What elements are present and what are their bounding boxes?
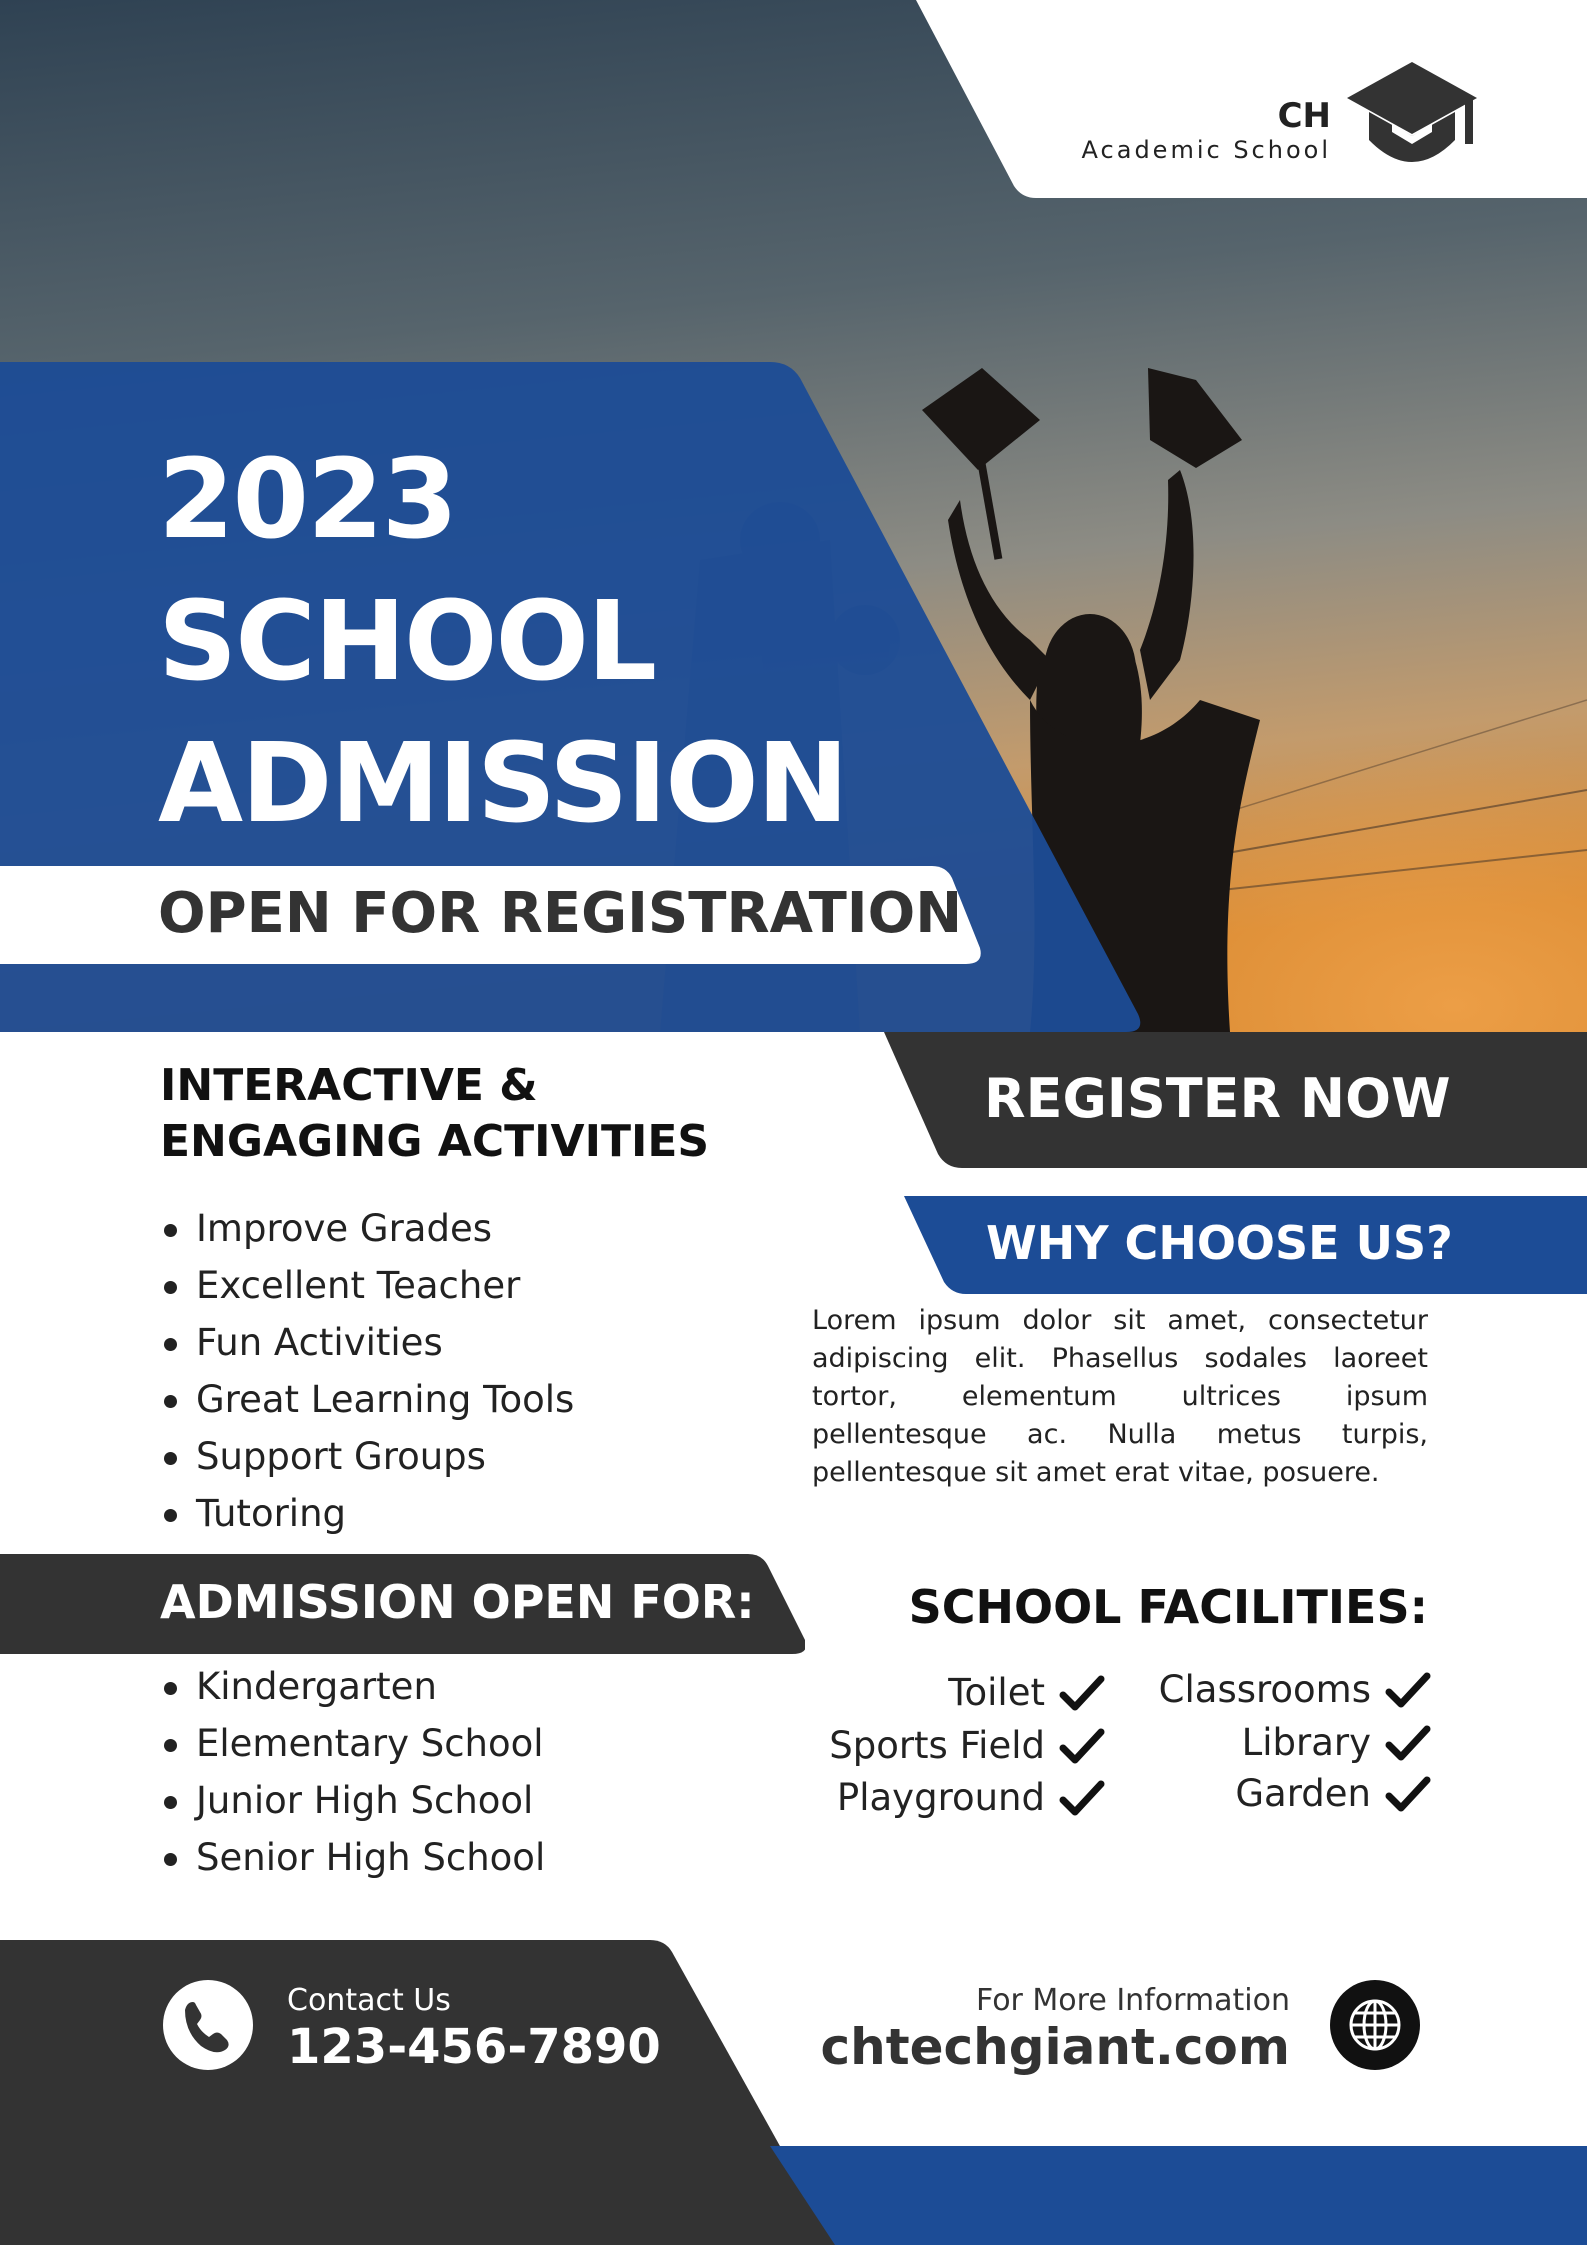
graduation-cap-icon — [1347, 62, 1477, 172]
hero-title — [158, 428, 847, 854]
facility-item — [829, 1721, 1105, 1771]
checkmark-icon — [1385, 1774, 1431, 1814]
facility-item — [1159, 1665, 1431, 1715]
facility-label: Toilet — [948, 1671, 1045, 1714]
activities-list — [160, 1200, 574, 1542]
list-item: Junior High School — [160, 1772, 545, 1829]
facility-label: Library — [1241, 1721, 1371, 1764]
register-now-label[interactable]: REGISTER NOW — [984, 1067, 1451, 1130]
brand-name: Academic School — [1081, 136, 1331, 164]
info-label: For More Information — [976, 1983, 1290, 2018]
facility-label: Playground — [836, 1776, 1045, 1819]
checkmark-icon — [1059, 1778, 1105, 1818]
facility-item — [1242, 1718, 1431, 1768]
facility-label: Classrooms — [1158, 1668, 1371, 1711]
activities-title-line-2: ENGAGING ACTIVITIES — [160, 1116, 710, 1167]
list-item: Excellent Teacher — [160, 1257, 574, 1314]
list-item: Kindergarten — [160, 1658, 545, 1715]
list-item: Elementary School — [160, 1715, 545, 1772]
list-item: Support Groups — [160, 1428, 574, 1485]
contact-label: Contact Us — [287, 1983, 451, 2018]
hero-section — [0, 0, 1587, 1032]
brand-logo-text — [1082, 96, 1331, 164]
checkmark-icon — [1059, 1673, 1105, 1713]
phone-icon[interactable] — [163, 1980, 253, 2070]
list-item: Fun Activities — [160, 1314, 574, 1371]
list-item: Tutoring — [160, 1485, 574, 1542]
contact-phone[interactable]: 123-456-7890 — [287, 2019, 661, 2075]
checkmark-icon — [1385, 1670, 1431, 1710]
activities-title — [160, 1058, 709, 1170]
activities-title-line-1: INTERACTIVE & — [160, 1060, 538, 1111]
admission-title: ADMISSION OPEN FOR: — [160, 1575, 755, 1629]
why-choose-us-title: WHY CHOOSE US? — [986, 1216, 1453, 1270]
hero-title-line-1: 2023 — [158, 435, 457, 563]
facility-item — [1235, 1769, 1431, 1819]
checkmark-icon — [1385, 1723, 1431, 1763]
list-item: Improve Grades — [160, 1200, 574, 1257]
facility-label: Garden — [1235, 1772, 1371, 1815]
globe-icon[interactable] — [1330, 1980, 1420, 2070]
hero-title-line-2: SCHOOL — [158, 577, 656, 705]
list-item: Senior High School — [160, 1829, 545, 1886]
why-choose-us-text: Lorem ipsum dolor sit amet, consectetur adipiscing elit. Phasellus sodales laoreet tortor, elementum ultrices ipsum pellentesque ac. Nulla metus turpis, pellentesque sit amet erat vitae, posuere. — [812, 1305, 1428, 1488]
website-link[interactable]: chtechgiant.com — [820, 2018, 1290, 2076]
facility-item — [837, 1773, 1105, 1823]
admission-list — [160, 1658, 545, 1886]
facility-label: Sports Field — [829, 1724, 1045, 1767]
brand-initials: CH — [1277, 96, 1331, 136]
hero-title-line-3: ADMISSION — [158, 719, 847, 847]
facility-item — [948, 1668, 1105, 1718]
facilities-title: SCHOOL FACILITIES: — [908, 1580, 1428, 1634]
checkmark-icon — [1059, 1726, 1105, 1766]
list-item: Great Learning Tools — [160, 1371, 574, 1428]
registration-subtitle: OPEN FOR REGISTRATION — [158, 881, 963, 946]
